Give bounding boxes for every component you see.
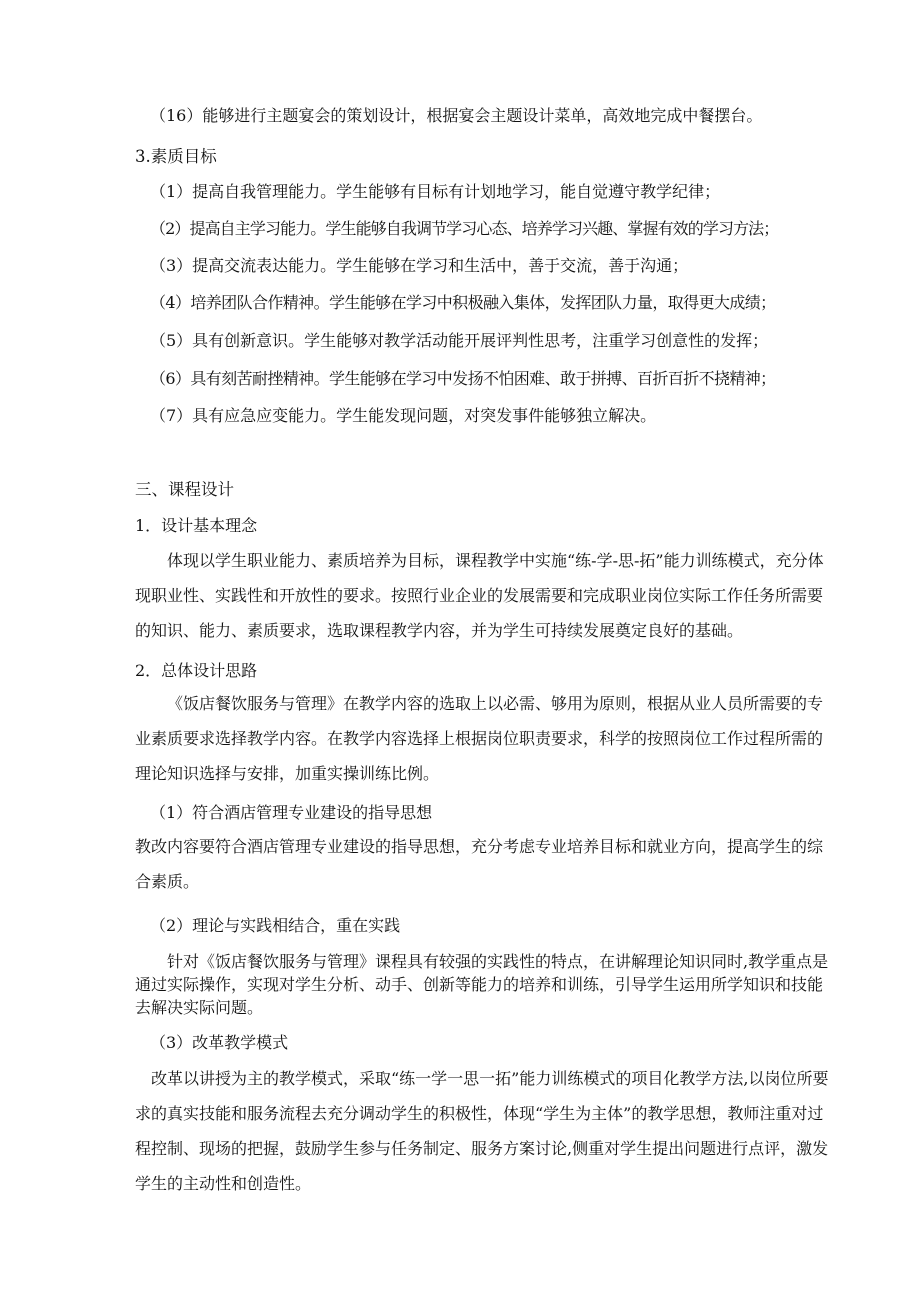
quality-goal-item-1: （1）提高自我管理能力。学生能够有目标有计划地学习，能自觉遵守教学纪律； [150,182,721,201]
quality-goal-item-2: （2）提高自主学习能力。学生能够自我调节学习心态、培养学习兴趣、掌握有效的学习方法； [150,219,779,238]
quality-goal-item-3: （3）提高交流表达能力。学生能够在学习和生活中，善于交流，善于沟通； [150,256,689,275]
design-concept-heading: 1．设计基本理念 [135,516,258,535]
course-design-heading: 三、课程设计 [135,480,234,499]
quality-goal-item-5: （5）具有创新意识。学生能够对教学活动能开展评判性思考，注重学习创意性的发挥； [150,331,769,350]
approach-point-3-title: （3）改革教学模式 [150,1033,289,1052]
design-concept-body: 体现以学生职业能力、素质培养为目标，课程教学中实施“练-学-思-拓”能力训练模式，充分体现职业性、实践性和开放性的要求。按照行业企业的发展需要和完成职业岗位实际工作任务所需要的知识、能力、素质要求，选取课程教学内容，并为学生可持续发展奠定良好的基础。 [135,551,824,640]
quality-goal-item-7: （7）具有应急应变能力。学生能发现问题，对突发事件能够独立解决。 [150,406,657,425]
prior-goal-item-16: （16）能够进行主题宴会的策划设计，根据宴会主题设计菜单，高效地完成中餐摆台。 [150,106,763,125]
approach-point-2-title: （2）理论与实践相结合，重在实践 [150,916,401,935]
quality-goal-item-4: （4）培养团队合作精神。学生能够在学习中积极融入集体，发挥团队力量，取得更大成绩； [150,293,776,312]
quality-goals-heading: 3.素质目标 [135,147,217,166]
approach-point-2-body: 针对《饭店餐饮服务与管理》课程具有较强的实践性的特点，在讲解理论知识同时,教学重点是通过实际操作，实现对学生分析、动手、创新等能力的培养和训练，引导学生运用所学知识和技能去解决实际问题。 [135,952,829,1017]
approach-point-1-title: （1）符合酒店管理专业建设的指导思想 [150,803,433,822]
approach-point-1-body: 教改内容要符合酒店管理专业建设的指导思想，充分考虑专业培养目标和就业方向，提高学生的综合素质。 [135,837,824,891]
overall-approach-heading: 2．总体设计思路 [135,661,258,680]
approach-point-3-body: 改革以讲授为主的教学模式，采取“练一学一思一拓”能力训练模式的项目化教学方法,以岗位所要求的真实技能和服务流程去充分调动学生的积极性，体现“学生为主体”的教学思想，教师注重对过程控制、现场的把握，鼓励学生参与任务制定、服务方案讨论,侧重对学生提出问题进行点评，激发学生的主动性和创造性。 [135,1069,829,1193]
quality-goal-item-6: （6）具有刻苦耐挫精神。学生能够在学习中发扬不怕困难、敢于拼搏、百折百折不挠精神； [150,369,776,388]
overall-approach-body: 《饭店餐饮服务与管理》在教学内容的选取上以必需、够用为原则，根据从业人员所需要的专业素质要求选择教学内容。在教学内容选择上根据岗位职责要求，科学的按照岗位工作过程所需的理论知识选择与安排，加重实操训练比例。 [135,694,824,783]
